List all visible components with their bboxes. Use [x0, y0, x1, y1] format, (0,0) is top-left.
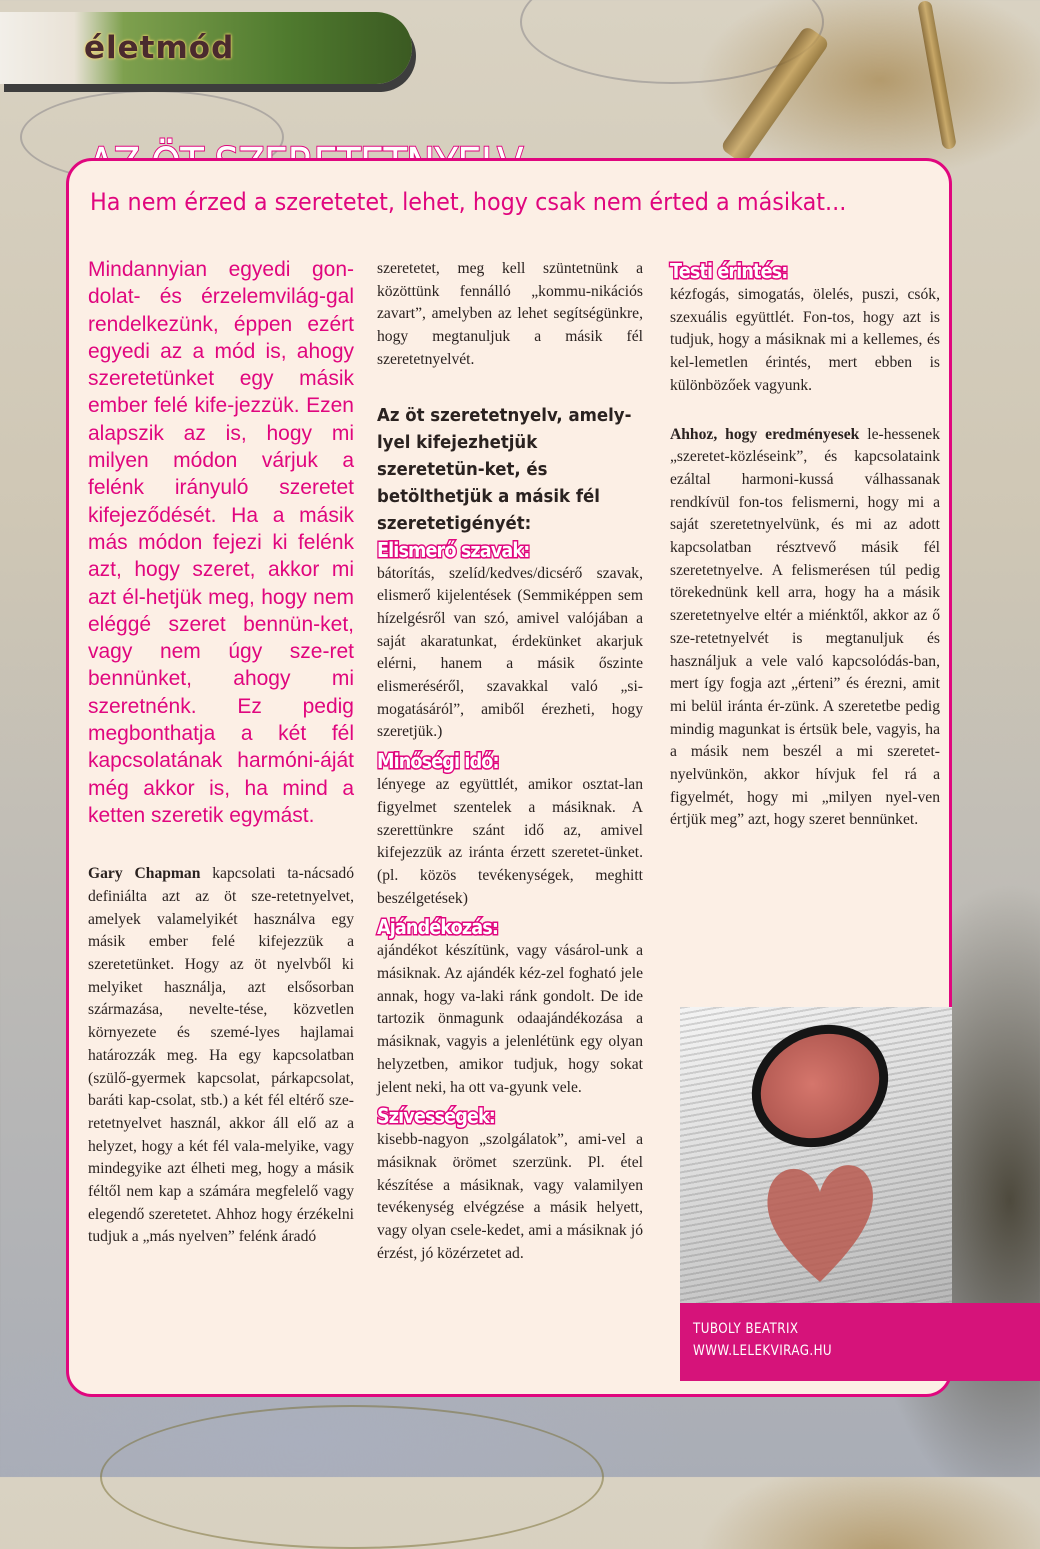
love-language-item: [377, 914, 643, 1099]
article-photo-book-heart: [680, 1007, 952, 1303]
author-credit-box: [680, 1303, 1040, 1381]
closing-bold: Ahhoz, hogy eredményesek: [670, 425, 860, 443]
love-language-item: [377, 537, 643, 745]
background-handwriting: [100, 1405, 604, 1549]
love-language-text: ajándékot készítünk, vagy vásárol-unk a másiknak. Az ajándék kéz-zel fogható jele annak, hogy va-laki ránk gondolt. De ide tartozik önmagunk odaajándékozása a másiknak, vagyis a jelenlétünk egy olyan helyzetben, amikor tudjuk, hogy sokat jelent neki, ha ott va-gyunk vele.: [377, 942, 643, 1096]
continuation-paragraph: szeretetet, meg kell szüntetnünk a közöttünk fennálló „kommu-nikációs zavart”, amelyben az lehet segítségünkre, hogy megtanuljuk a másik fél szeretetnyelvét.: [377, 260, 643, 368]
section-label: életmód: [84, 30, 235, 66]
closing-paragraph: [670, 424, 940, 833]
love-language-item: [377, 1103, 643, 1265]
love-language-item: [670, 258, 940, 398]
column-2: [377, 258, 643, 1266]
author-website: WWW.LELEKVIRAG.HU: [693, 1343, 833, 1359]
love-language-heading: Elismerő szavak:: [377, 537, 530, 562]
love-language-heading: Minőségi idő:: [377, 749, 499, 774]
article-subtitle: Ha nem érzed a szeretetet, lehet, hogy csak nem érted a másikat...: [90, 188, 847, 216]
love-language-text: kézfogás, simogatás, ölelés, puszi, csók, szexuális együttlét. Fon-tos, hogy azt is tudjuk, hogy a másiknak mi a kellemes, és kel-lemetlen érintés, mert ebben is különbözőek vagyunk.: [670, 286, 940, 394]
heart-shadow-icon: [760, 1147, 880, 1287]
body-paragraph: [88, 863, 354, 1249]
love-language-heading: Ajándékozás:: [377, 915, 498, 940]
background-ribbon: [917, 0, 957, 150]
column-1: [88, 256, 354, 1249]
languages-intro-heading: Az öt szeretetnyelv, amely-lyel kifejezhetjük szeretetün-ket, és betölthetjük a másik fél szeretetigényét:: [377, 404, 632, 534]
author-name-bold: Gary Chapman: [88, 865, 201, 883]
column-3: [670, 258, 940, 832]
author-name: TUBOLY BEATRIX: [693, 1321, 799, 1337]
body-paragraph-text: kapcsolati ta-nácsadó definiálta azt az öt sze-retetnyelvet, amelyek valamelyikét használva egy másik ember felé kifejezzük a szeretetünket. Hogy az öt nyelvből ki melyiket használja, azt elsősorban származása, nevelte-tése, közvetlen környezete és szemé-lyes hajlamai határozzák meg. Ha egy kapcsolatban (szülő-gyermek kapcsolat, párkapcsolat, baráti kap-csolat, stb.) a két fél eltérő sze-retetnyelvet használ, akkor áll elő az a helyzet, hogy a két fél vala-melyike, vagy mindegyike azt élheti meg, hogy a másik féltől nem kap a számára megfelelő vagy elegendő szeretetet. Ahhoz hogy érzékelni tudjuk a „más nyelven” felénk áradó: [88, 865, 354, 1246]
love-language-item: [377, 748, 643, 910]
love-language-heading: Testi érintés:: [670, 259, 788, 283]
lead-paragraph: Mindannyian egyedi gon-dolat- és érzelemvilág-gal rendelkezünk, éppen ezért egyedi az a mód is, ahogy szeretetünket egy másik ember felé kife-jezzük. Ezen alapszik az is, hogy mi milyen módon várjuk a felénk irányuló szeretet kifejeződését. Ha a másik más módon fejezi ki felénk azt, hogy szeret, akkor mi azt él-hetjük meg, hogy nem eléggé szeret bennün-ket, vagy nem úgy sze-ret bennünket, ahogy mi szeretnénk. Ez pedig megbonthatja a két fél kapcsolatának harmóni-áját még akkor is, ha mind a ketten szeretik egymást.: [88, 258, 354, 827]
love-language-text: kisebb-nagyon „szolgálatok”, ami-vel a másiknak örömet szerzünk. Pl. étel készítése a másiknak, vagy valamilyen tevékenység elvégzése a másik helyett, vagy olyan csele-kedet, ami a másiknak jó érzést, jó közérzetet ad.: [377, 1131, 643, 1262]
love-language-text: bátorítás, szelíd/kedves/dicsérő szavak, elismerő kijelentések (Semmiképpen sem hízelgésről van szó, amivel valójában a saját akaratunkat, érdekünket akarjuk elérni, hanem a másik őszinte elismeréséről, szavakkal való „si-mogatásáról”, amiből érezheti, hogy szeretjük.): [377, 564, 643, 741]
closing-paragraph-text: le-hessenek „szeretet-közléseink”, és kapcsolataink ezáltal harmoni-kussá válhassanak rendkívül fon-tos felismerni, hogy mi a saját szeretetnyelvünk, és mi az adott kapcsolatban résztvevő másik fél szeretetnyelve. A felismerésen túl pedig törekednünk kell arra, hogy ha a másik szeretetnyelve eltér a miénktől, akkor az ő sze-retetnyelvét is megtanuljuk és használjuk a vele való kapcsolódás-ban, mert így fogja azt „érteni” és érezni, amit mi belül iránta ér-zünk. A szeretetbe pedig mindig magunkat is értsük bele, vagyis, ha a másik nem beszél a mi szeretet-nyelvünkön, akkor hívjuk fel rá a figyelmét, hogy mi „milyen nyel-ven értjük meg” azt, hogy szeret bennünket.: [670, 425, 941, 829]
love-language-heading: Szívességek:: [377, 1104, 495, 1129]
love-language-text: lényege az együttlét, amikor osztat-lan figyelmet szentelek a másiknak. A szerettünkre szánt idő az, amivel kifejezzük az iránta érzett szeretet-ünket. (pl. közös tevékenységek, meghitt beszélgetések): [377, 776, 643, 907]
